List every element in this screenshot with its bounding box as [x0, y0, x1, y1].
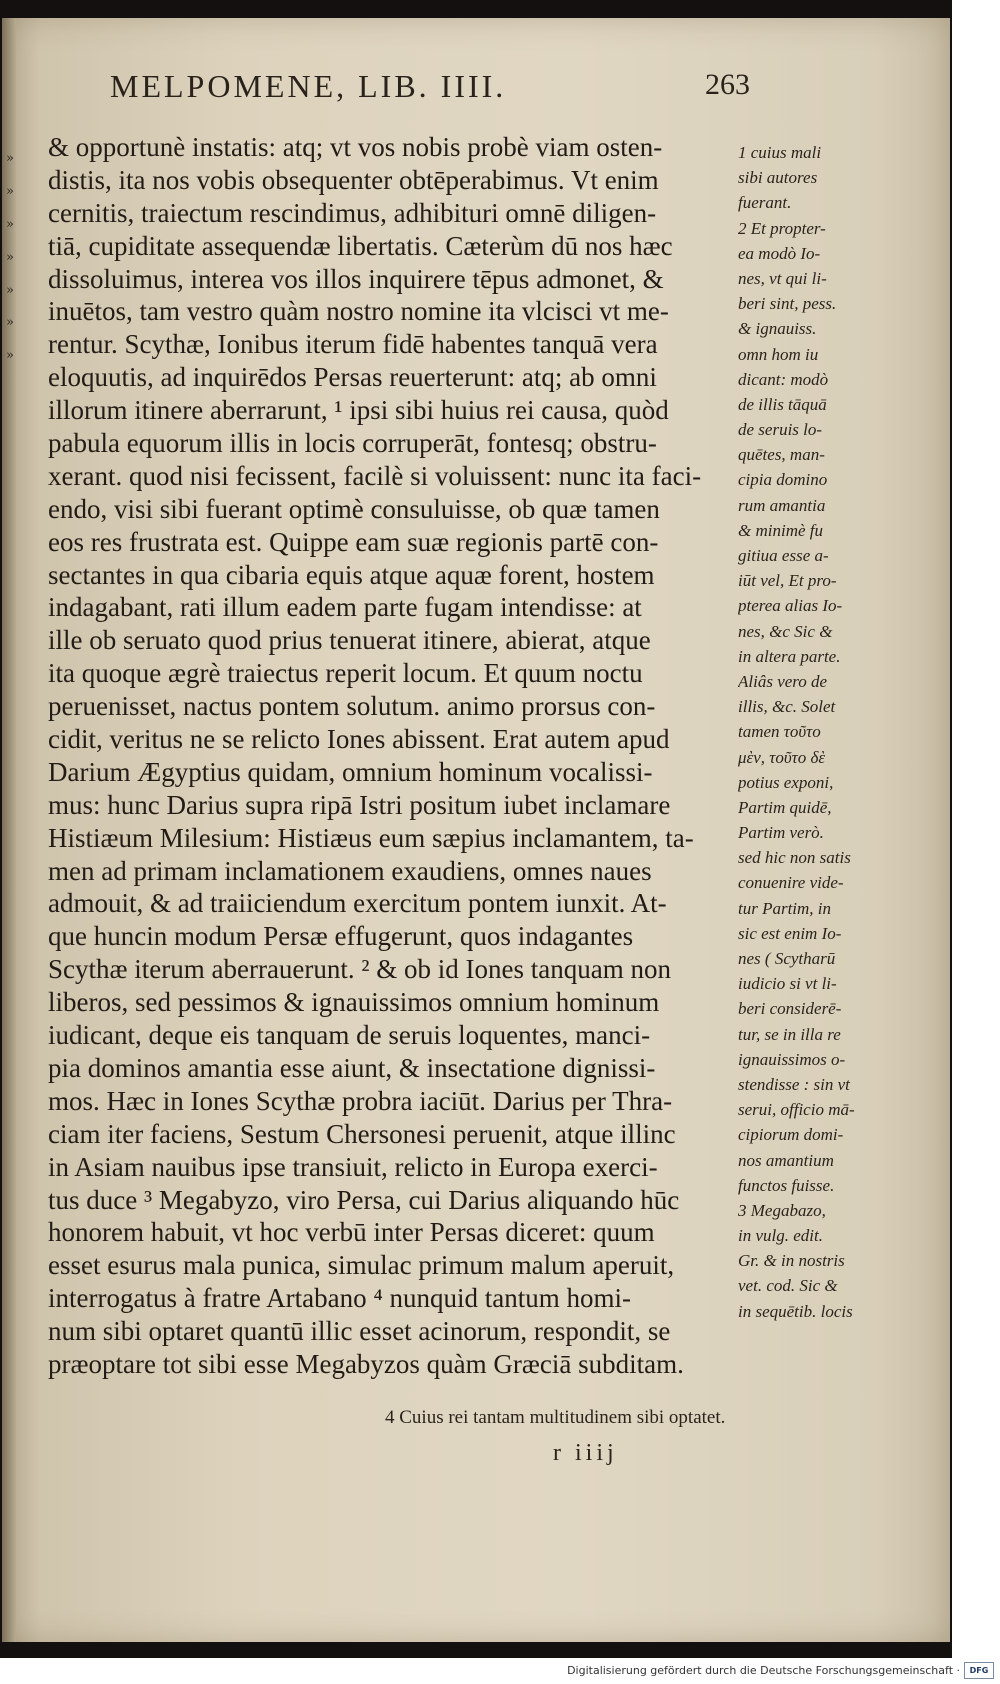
text-line: ciam iter faciens, Sestum Chersonesi peruenit, atque illinc: [48, 1118, 676, 1149]
margin-note-line: 3 Megabazo,: [738, 1200, 826, 1220]
margin-note-line: in altera parte.: [738, 646, 841, 666]
text-line: ille ob seruato quod prius tenuerat itinere, abierat, atque: [48, 625, 651, 656]
text-line: tiā, cupiditate assequendæ libertatis. Cæterùm dū nos hæc: [48, 230, 673, 261]
text-line: peruenisset, nactus pontem solutum. animo prorsus con-: [48, 691, 656, 722]
margin-note-line: dicant: modò: [738, 369, 829, 389]
page-header: [110, 68, 750, 118]
text-line: mos. Hæc in Iones Scythæ probra iaciūt. Darius per Thra-: [48, 1085, 673, 1116]
quote-marker: »: [6, 348, 14, 364]
text-line: admouit, & ad traiiciendum exercitum pontem iunxit. At-: [48, 888, 667, 919]
quote-marker: »: [6, 216, 14, 232]
text-line: xerant. quod nisi fecissent, facilè si voluissent: nunc ita faci-: [48, 460, 702, 491]
margin-note-line: Gr. & in nostris: [738, 1251, 845, 1271]
text-line: rentur. Scythæ, Ionibus iterum fidē habentes tanquā vera: [48, 329, 658, 360]
margin-note-line: 2 Et propter-: [738, 218, 826, 238]
text-line: interrogatus à fratre Artabano ⁴ nunquid tantum homi-: [48, 1283, 632, 1314]
margin-note-line: ea modò Io-: [738, 243, 821, 263]
text-line: pia dominos amantia esse aiunt, & insectatione dignissi-: [48, 1052, 656, 1083]
margin-note-line: de illis tāquā: [738, 394, 827, 414]
margin-note-line: Partim quidē,: [738, 797, 832, 817]
text-line: & opportunè instatis: atq; vt vos nobis probè viam osten-: [48, 132, 663, 162]
margin-note-line: in vulg. edit.: [738, 1226, 823, 1246]
quote-marker: »: [6, 282, 14, 298]
text-line: mus: hunc Darius supra ripā Istri positum iubet inclamare: [48, 789, 671, 820]
margin-note-line: sibi autores: [738, 168, 818, 188]
margin-note-line: beri sint, pess.: [738, 294, 837, 314]
margin-note-line: nos amantium: [738, 1150, 834, 1170]
quote-marker: »: [6, 183, 14, 199]
quote-marker: »: [6, 249, 14, 265]
margin-note-line: conuenire vide-: [738, 873, 844, 893]
margin-note-line: pterea alias Io-: [738, 596, 843, 616]
text-line: esset esurus mala punica, simulac primum malum aperuit,: [48, 1250, 675, 1281]
margin-note-line: μὲν, τοῦτο δὲ: [738, 747, 826, 767]
margin-note-line: fuerant.: [738, 193, 792, 213]
margin-note-line: vet. cod. Sic &: [738, 1276, 838, 1296]
digitization-footer: [0, 1658, 1000, 1684]
margin-note-line: potius exponi,: [738, 772, 834, 792]
margin-note-line: nes, vt qui li-: [738, 268, 827, 288]
text-line: que huncin modum Persæ effugerunt, quos indagantes: [48, 921, 634, 952]
text-line: eloquutis, ad inquirēdos Persas reuerterunt: atq; ab omni: [48, 362, 657, 393]
marginal-notes: [738, 140, 938, 1324]
text-line: Darium Ægyptius quidam, omnium hominum vocalissi-: [48, 756, 653, 787]
margin-note-line: Partim verò.: [738, 823, 824, 843]
funding-credit: Digitalisierung gefördert durch die Deutsche Forschungsgemeinschaft ·: [567, 1664, 960, 1677]
text-line: pabula equorum illis in locis corruperāt, fontesq; obstru-: [48, 428, 657, 459]
margin-note-line: sic est enim Io-: [738, 923, 842, 943]
text-line: num sibi optaret quantū illic esset acinorum, respondit, se: [48, 1316, 671, 1347]
margin-note-line: 1 cuius mali: [738, 143, 822, 162]
margin-note-line: iūt vel, Et pro-: [738, 571, 837, 591]
margin-note-line: stendisse : sin vt: [738, 1074, 850, 1094]
text-line: Scythæ iterum aberrauerunt. ² & ob id Iones tanquam non: [48, 954, 671, 985]
margin-note-line: tamen τοῦτο: [738, 722, 821, 742]
text-line: iudicant, deque eis tanquam de seruis loquentes, manci-: [48, 1020, 651, 1051]
quotation-markers: [6, 143, 26, 373]
margin-note-line: & ignauiss.: [738, 319, 817, 339]
signature-mark: r iiij: [553, 1440, 618, 1466]
text-line: liberos, sed pessimos & ignauissimos omnium hominum: [48, 987, 660, 1018]
text-line: endo, visi sibi fuerant optimè consuluisse, ob quæ tamen: [48, 493, 660, 524]
text-line: illorum itinere aberrarunt, ¹ ipsi sibi huius rei causa, quòd: [48, 395, 669, 426]
margin-note-line: iudicio si vt li-: [738, 974, 837, 994]
margin-note-line: nes, &c Sic &: [738, 621, 833, 641]
quote-marker: »: [6, 151, 14, 166]
margin-note-line: functos fuisse.: [738, 1175, 835, 1195]
text-line: Histiæum Milesium: Histiæus eum sæpius inclamantem, ta-: [48, 822, 694, 853]
margin-note-line: illis, &c. Solet: [738, 697, 836, 717]
margin-note-line: Aliâs vero de: [738, 671, 828, 691]
text-line: honorem habuit, vt hoc verbū inter Persas diceret: quum: [48, 1217, 655, 1248]
margin-note-line: cipiorum domi-: [738, 1125, 844, 1145]
margin-note-line: quētes, man-: [738, 445, 825, 465]
footnote: 4 Cuius rei tantam multitudinem sibi optatet.: [385, 1407, 726, 1428]
margin-note-line: rum amantia: [738, 495, 826, 515]
text-line: ita quoque ægrè traiectus reperit locum. Et quum noctu: [48, 658, 643, 689]
text-line: sectantes in qua cibaria equis atque aquæ forent, hostem: [48, 559, 655, 590]
margin-note-line: nes ( Scytharū: [738, 949, 836, 968]
text-line: distis, ita nos vobis obsequenter obtēperabimus. Vt enim: [48, 164, 659, 195]
margin-note-line: tur Partim, in: [738, 898, 832, 918]
text-line: in Asiam nauibus ipse transiuit, relicto in Europa exerci-: [48, 1151, 658, 1182]
margin-note-line: tur, se in illa re: [738, 1024, 841, 1044]
margin-note-line: beri considerē-: [738, 999, 842, 1019]
text-line: dissoluimus, interea vos illos inquirere tēpus admonet, &: [48, 263, 664, 294]
main-text-column: [48, 131, 728, 1381]
text-line: eos res frustrata est. Quippe eam suæ regionis partē con-: [48, 526, 659, 557]
dfg-logo: DFG: [964, 1662, 994, 1679]
margin-note-line: ignauissimos o-: [738, 1049, 846, 1069]
text-line: men ad primam inclamationem exaudiens, omnes naues: [48, 855, 652, 886]
margin-note-line: de seruis lo-: [738, 420, 823, 440]
margin-note-line: & minimè fu: [738, 520, 823, 540]
text-line: indagabant, rati illum eadem parte fugam intendisse: at: [48, 592, 642, 623]
text-line: cernitis, traiectum rescindimus, adhibituri omnē diligen-: [48, 197, 657, 228]
page-number: 263: [705, 68, 750, 101]
running-title: MELPOMENE, LIB. IIII.: [110, 68, 507, 104]
margin-note-line: sed hic non satis: [738, 848, 851, 868]
margin-note-line: in sequētib. locis: [738, 1301, 853, 1321]
quote-marker: »: [6, 315, 14, 331]
margin-note-line: omn hom iu: [738, 344, 819, 364]
text-line: præoptare tot sibi esse Megabyzos quàm Græciā subditam.: [48, 1348, 684, 1379]
text-line: cidit, veritus ne se relicto Iones abissent. Erat autem apud: [48, 724, 670, 755]
margin-note-line: gitiua esse a-: [738, 546, 829, 565]
margin-note-line: cipia domino: [738, 470, 828, 490]
text-line: inuētos, tam vestro quàm nostro nomine ita vlcisci vt me-: [48, 296, 669, 327]
margin-note-line: serui, officio mā-: [738, 1100, 855, 1120]
text-line: tus duce ³ Megabyzo, viro Persa, cui Darius aliquando hūc: [48, 1184, 680, 1215]
